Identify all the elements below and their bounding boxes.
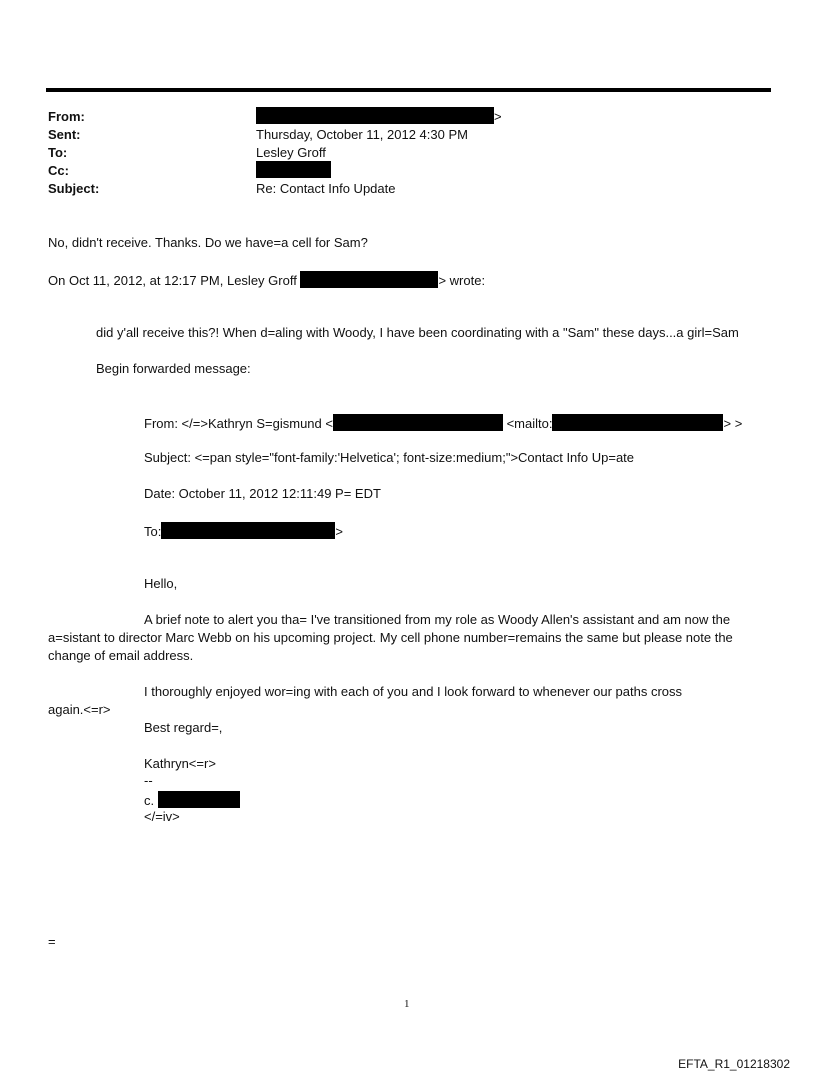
para2-line1: I thoroughly enjoyed wor=ing with each of you and I look forward to whenever our paths cross [144, 684, 683, 699]
quote-intro-prefix: On Oct 11, 2012, at 12:17 PM, Lesley Groff [48, 273, 297, 288]
redacted-phone [158, 791, 240, 808]
forward-note: did y'all receive this?! When d=aling with Woody, I have been coordinating with a "Sam" these days...a girl=Sam [96, 325, 739, 340]
forwarded-date: Date: October 11, 2012 12:11:49 P= EDT [144, 486, 381, 501]
page-number: 1 [404, 998, 410, 1010]
forwarded-subject: Subject: <=pan style="font-family:'Helvetica'; font-size:medium;">Contact Info Up=ate [144, 450, 635, 465]
to-value: Lesley Groff [256, 145, 326, 160]
signature-name: Kathryn<=r> [144, 756, 216, 771]
para1-line2: a=sistant to director Marc Webb on his upcoming project. My cell phone number=remains the same but please note the [48, 630, 733, 645]
from-label: From: [48, 109, 85, 124]
subject-label: Subject: [48, 181, 100, 196]
redacted-sender-email [333, 414, 503, 431]
quote-intro [48, 271, 485, 289]
sent-label: Sent: [48, 127, 81, 142]
header-rule [46, 88, 771, 92]
cc-label: Cc: [48, 163, 69, 178]
para1-line1: A brief note to alert you tha= I've transitioned from my role as Woody Allen's assistant and am now the [144, 612, 731, 627]
sent-value: Thursday, October 11, 2012 4:30 PM [256, 127, 468, 142]
forwarded-from [144, 414, 742, 432]
signature-dash: -- [144, 773, 153, 788]
cc-value [256, 161, 331, 179]
document-id: EFTA_R1_01218302 [678, 1057, 790, 1071]
signature-c: c. [144, 793, 155, 808]
to-label: To: [48, 145, 68, 160]
begin-forwarded: Begin forwarded message: [96, 361, 251, 376]
forwarded-to-prefix: To: [144, 524, 162, 539]
forwarded-to-suffix: > [335, 524, 343, 539]
redacted-email [300, 271, 438, 288]
close-div: </=iv> [144, 809, 180, 824]
subject-value: Re: Contact Info Update [256, 181, 396, 196]
redacted-cc [256, 161, 331, 178]
reply-line: No, didn't receive. Thanks. Do we have=a cell for Sam? [48, 235, 368, 250]
trailing-equals: = [48, 934, 56, 949]
forwarded-from-suffix: > > [723, 416, 743, 431]
forwarded-from-prefix: From: </=>Kathryn S=gismund < [144, 416, 333, 431]
redacted-from-address [256, 107, 494, 124]
redacted-mailto-email [552, 414, 723, 431]
from-suffix: > [494, 109, 502, 124]
signature-contact [144, 791, 240, 809]
para1-line3: change of email address. [48, 648, 194, 663]
para2-line2: again.<=r> [48, 702, 111, 717]
from-value [256, 107, 502, 125]
regards: Best regard=, [144, 720, 223, 735]
greeting: Hello, [144, 576, 178, 591]
quote-intro-suffix: > wrote: [438, 273, 486, 288]
forwarded-to [144, 522, 343, 540]
forwarded-mailto: <mailto: [506, 416, 553, 431]
redacted-recipient-email [161, 522, 335, 539]
